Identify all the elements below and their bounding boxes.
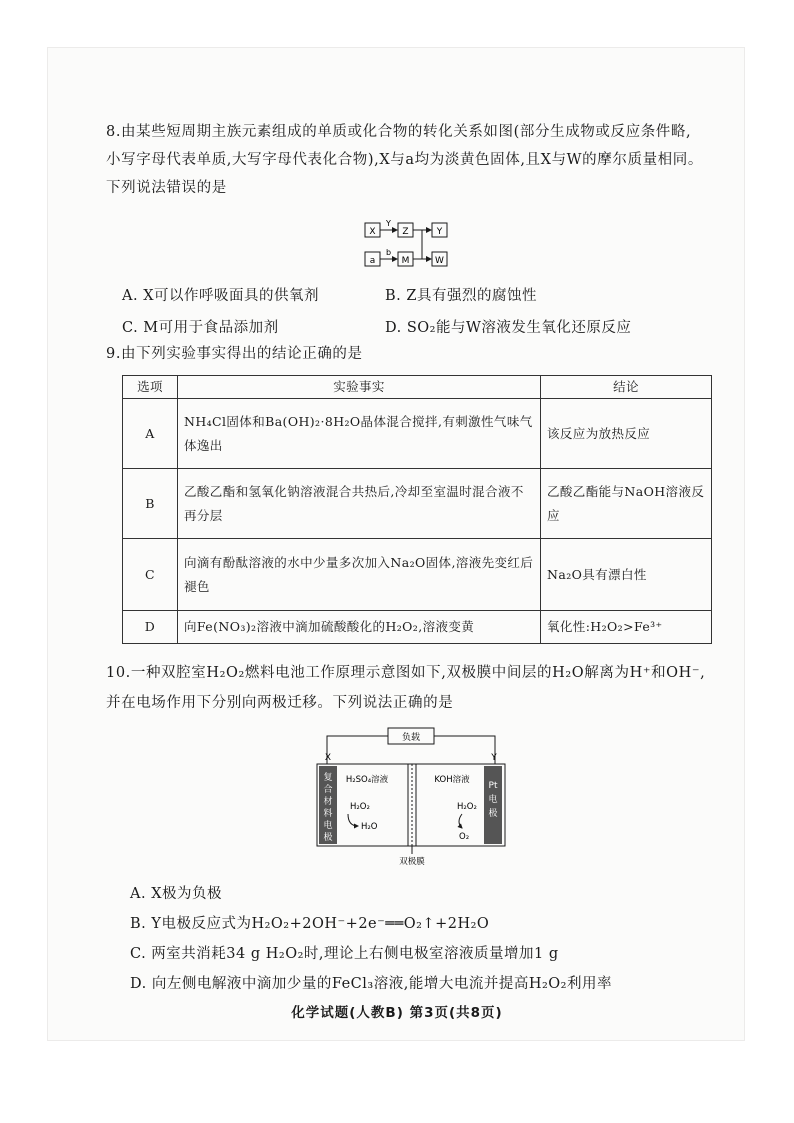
q8-node-w: W <box>435 256 444 266</box>
q8-stem: 8.由某些短周期主族元素组成的单质或化合物的转化关系如图(部分生成物或反应条件略,小写字母代表单质,大写字母代表化合物),X与a均为淡黄色固体,且X与W的摩尔质量相同。下列说法错误的是 <box>106 124 703 196</box>
table-cell-option: D <box>123 611 178 644</box>
q8-option-d: D. SO₂能与W溶液发生氧化还原反应 <box>385 320 632 336</box>
svg-text:材: 材 <box>323 797 333 807</box>
right-electrode <box>484 766 502 844</box>
table-row <box>123 539 712 611</box>
q8-node-a: a <box>369 256 376 266</box>
page-footer: 化学试题(人教B) 第3页(共8页) <box>291 1005 503 1021</box>
q10-stem: 10.一种双腔室H₂O₂燃料电池工作原理示意图如下,双极膜中间层的H₂O解离为H⁺和OH⁻,并在电场作用下分别向两极迁移。下列说法正确的是 <box>106 665 706 711</box>
right-solution-label: KOH溶液 <box>434 775 470 785</box>
svg-text:极: 极 <box>488 809 498 819</box>
table-header-row <box>123 376 712 399</box>
table-cell-conclusion: Na₂O具有漂白性 <box>541 539 712 611</box>
table-cell-option: A <box>123 399 178 469</box>
q8-option-b: B. Z具有强烈的腐蚀性 <box>385 288 537 304</box>
svg-text:Pt: Pt <box>488 781 498 791</box>
table-row <box>123 399 712 469</box>
q9-stem: 9.由下列实验事实得出的结论正确的是 <box>106 346 363 362</box>
q10-option-a: A. X极为负极 <box>130 886 223 902</box>
q8-node-x: X <box>369 227 376 237</box>
left-solution-label: H₂SO₄溶液 <box>345 775 389 785</box>
q10-label-x: X <box>324 753 332 763</box>
q8-node-y: Y <box>436 227 443 237</box>
q9-table <box>122 375 712 644</box>
table-cell-fact: 向Fe(NO₃)₂溶液中滴加硫酸酸化的H₂O₂,溶液变黄 <box>178 611 541 644</box>
table-cell-fact: 乙酸乙酯和氢氧化钠溶液混合共热后,冷却至室温时混合液不再分层 <box>178 469 541 539</box>
table-cell-option: C <box>123 539 178 611</box>
table-header-fact: 实验事实 <box>178 376 541 399</box>
q8-arrow-label-y: Y <box>386 219 391 228</box>
left-product: H₂O <box>361 822 378 832</box>
q8-arrow-label-b: b <box>385 248 392 257</box>
table-header-option: 选项 <box>123 376 178 399</box>
table-cell-fact: NH₄Cl固体和Ba(OH)₂·8H₂O晶体混合搅拌,有刺激性气味气体逸出 <box>178 399 541 469</box>
q10-option-d: D. 向左侧电解液中滴加少量的FeCl₃溶液,能增大电流并提高H₂O₂利用率 <box>130 976 612 992</box>
q10-fuel-cell-diagram <box>312 724 512 866</box>
svg-text:电: 电 <box>323 821 333 831</box>
table-row <box>123 611 712 644</box>
table-cell-conclusion: 该反应为放热反应 <box>541 399 712 469</box>
svg-text:料: 料 <box>323 809 333 819</box>
table-cell-conclusion: 乙酸乙酯能与NaOH溶液反应 <box>541 469 712 539</box>
q8-option-a: A. X可以作呼吸面具的供氧剂 <box>122 288 320 304</box>
table-cell-option: B <box>123 469 178 539</box>
table-cell-conclusion: 氧化性:H₂O₂>Fe³⁺ <box>541 611 712 644</box>
svg-text:复: 复 <box>323 773 333 783</box>
q10-option-b: B. Y电极反应式为H₂O₂+2OH⁻+2e⁻══O₂↑+2H₂O <box>130 916 490 932</box>
q10-label-y: Y <box>491 753 497 763</box>
right-electrode-label <box>488 781 497 819</box>
table-row <box>123 469 712 539</box>
svg-text:电: 电 <box>488 795 498 805</box>
q10-load-label: 负载 <box>401 733 421 743</box>
table-header-conclusion: 结论 <box>541 376 712 399</box>
table-cell-fact: 向滴有酚酞溶液的水中少量多次加入Na₂O固体,溶液先变红后褪色 <box>178 539 541 611</box>
right-reactant: H₂O₂ <box>457 802 477 812</box>
left-reactant: H₂O₂ <box>350 802 370 812</box>
svg-text:极: 极 <box>323 833 333 843</box>
q10-option-c: C. 两室共消耗34 g H₂O₂时,理论上右侧电极室溶液质量增加1 g <box>130 946 559 962</box>
q8-conversion-diagram <box>360 215 460 270</box>
q8-node-m: M <box>401 256 410 266</box>
q8-option-c: C. M可用于食品添加剂 <box>122 320 279 336</box>
membrane-label: 双极膜 <box>399 857 425 866</box>
q8-node-z: Z <box>402 227 409 237</box>
svg-text:合: 合 <box>323 785 333 795</box>
right-product: O₂ <box>459 832 470 842</box>
